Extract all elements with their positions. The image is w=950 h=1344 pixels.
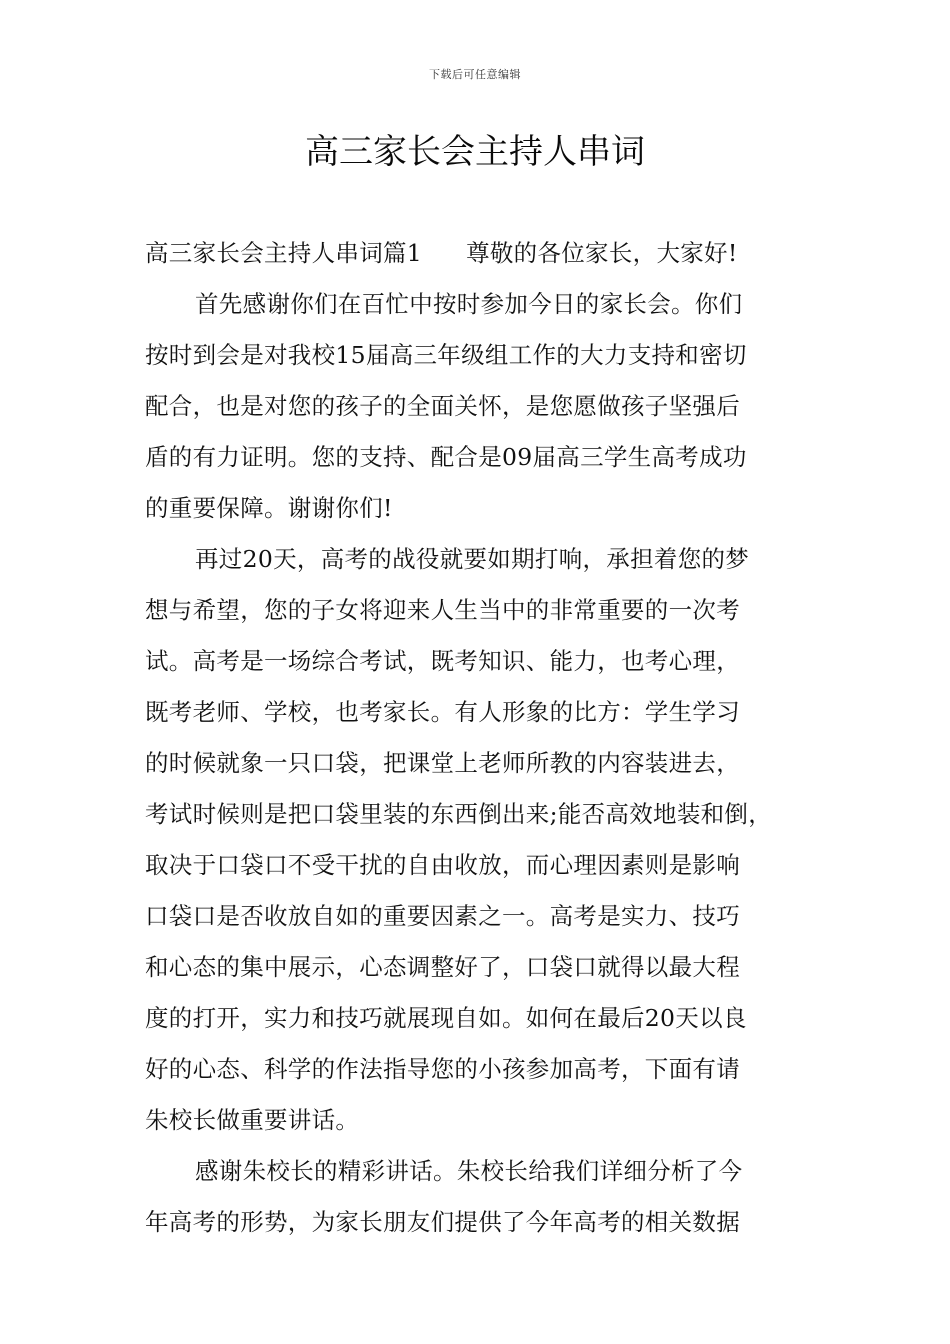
section-heading: 高三家长会主持人串词篇1 bbox=[145, 239, 423, 267]
paragraph-line: 首先感谢你们在百忙中按时参加今日的家长会。你们 bbox=[195, 290, 743, 318]
paragraph-line: 口袋口是否收放自如的重要因素之一。高考是实力、技巧 bbox=[145, 902, 740, 930]
document-title: 高三家长会主持人串词 bbox=[305, 132, 645, 172]
paragraph-line: 感谢朱校长的精彩讲话。朱校长给我们详细分析了今 bbox=[195, 1157, 743, 1185]
paragraph-line: 再过20天，高考的战役就要如期打响，承担着您的梦 bbox=[195, 545, 750, 573]
paragraph-line: 配合，也是对您的孩子的全面关怀，是您愿做孩子坚强后 bbox=[145, 392, 740, 420]
document-body bbox=[145, 228, 825, 1248]
greeting: 尊敬的各位家长，大家好! bbox=[466, 239, 738, 267]
paragraph-line: 年高考的形势，为家长朋友们提供了今年高考的相关数据 bbox=[145, 1208, 740, 1236]
paragraph-line: 度的打开，实力和技巧就展现自如。如何在最后20天以良 bbox=[145, 1004, 747, 1032]
paragraph-line: 取决于口袋口不受干扰的自由收放，而心理因素则是影响 bbox=[145, 851, 740, 879]
paragraph-line: 盾的有力证明。您的支持、配合是09届高三学生高考成功 bbox=[145, 443, 747, 471]
paragraph-line: 试。高考是一场综合考试，既考知识、能力，也考心理， bbox=[145, 647, 740, 675]
paragraph-line: 朱校长做重要讲话。 bbox=[145, 1106, 360, 1134]
paragraph-line: 考试时候则是把口袋里装的东西倒出来;能否高效地装和倒， bbox=[145, 800, 773, 828]
section-heading-line bbox=[145, 228, 825, 279]
paragraph-line: 好的心态、科学的作法指导您的小孩参加高考，下面有请 bbox=[145, 1055, 740, 1083]
paragraph-line: 的重要保障。谢谢你们! bbox=[145, 494, 393, 522]
paragraph-line: 既考老师、学校，也考家长。有人形象的比方：学生学习 bbox=[145, 698, 740, 726]
paragraph-line: 按时到会是对我校15届高三年级组工作的大力支持和密切 bbox=[145, 341, 747, 369]
paragraph-line: 和心态的集中展示，心态调整好了，口袋口就得以最大程 bbox=[145, 953, 740, 981]
paragraph-line: 想与希望，您的子女将迎来人生当中的非常重要的一次考 bbox=[145, 596, 740, 624]
paragraph-line: 的时候就象一只口袋，把课堂上老师所教的内容装进去， bbox=[145, 749, 740, 777]
header-note: 下载后可任意编辑 bbox=[429, 68, 521, 81]
